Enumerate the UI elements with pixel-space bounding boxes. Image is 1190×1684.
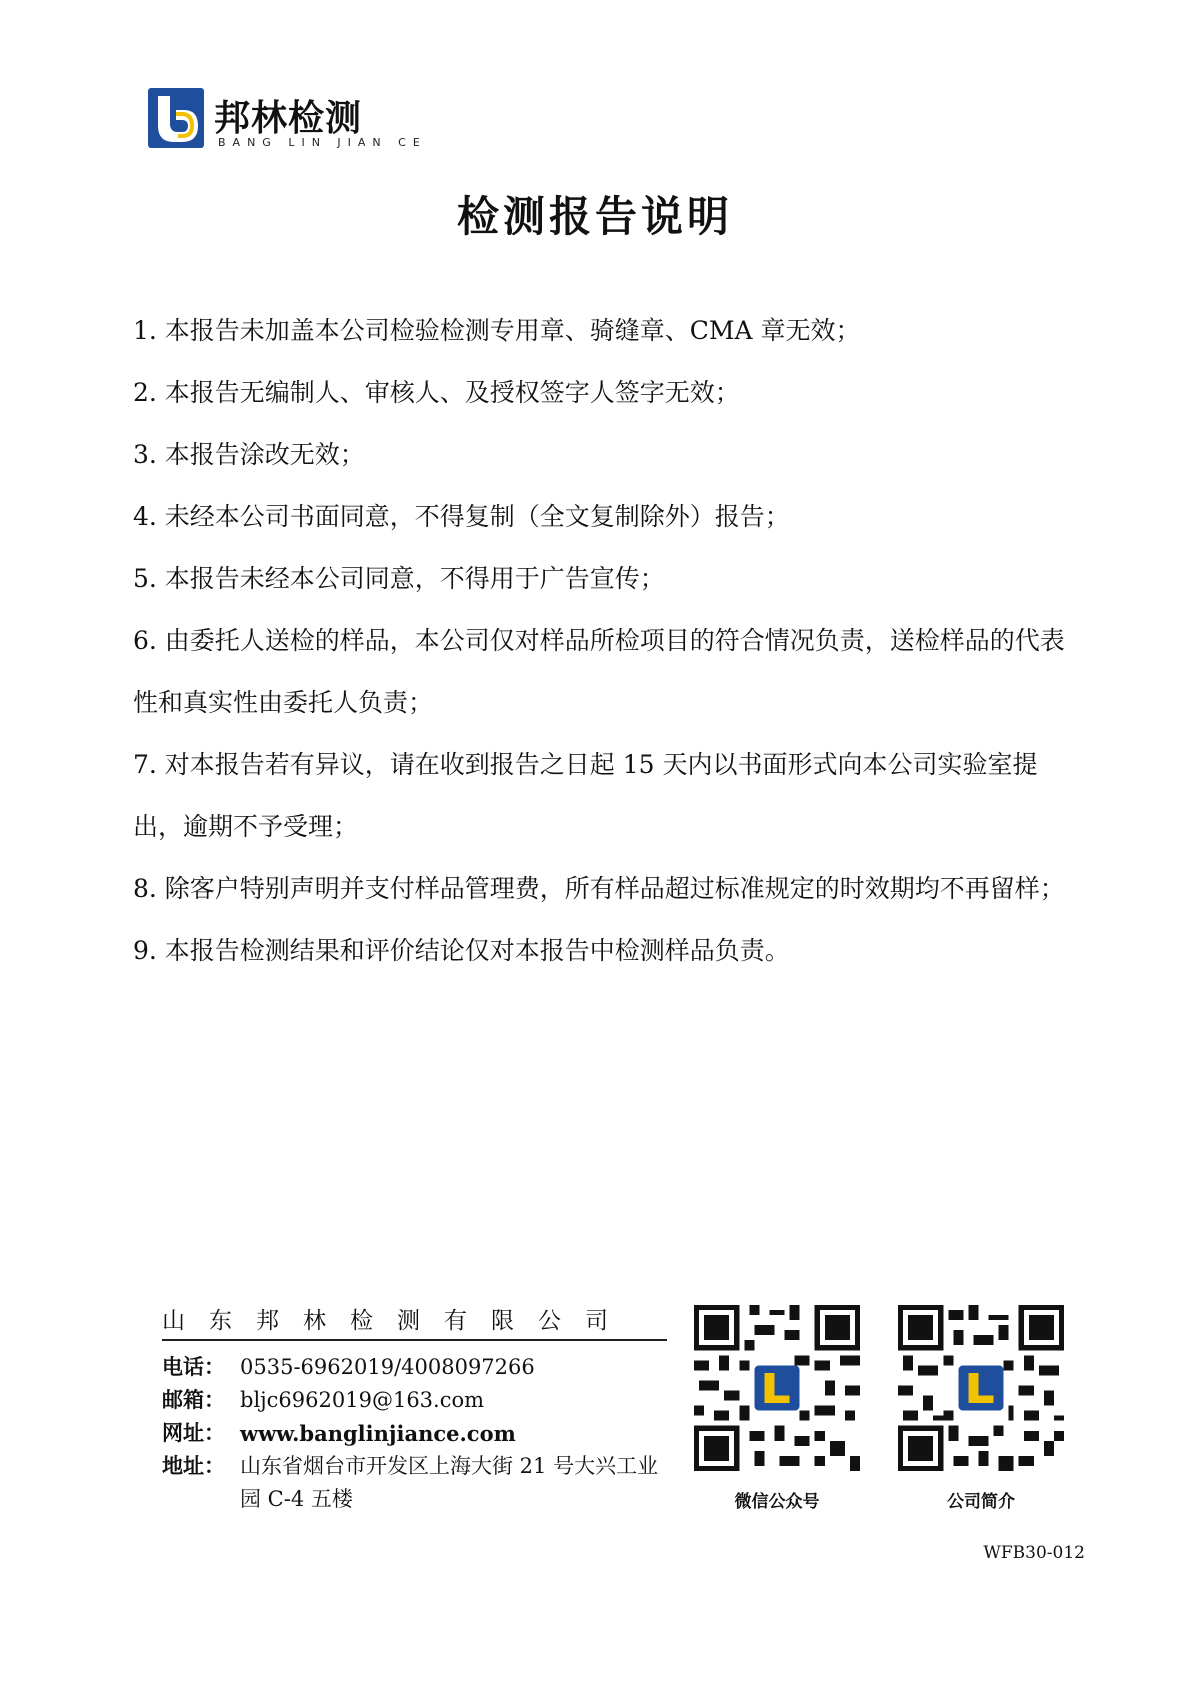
contact-website [162,1417,672,1450]
address-label: 地址： [162,1454,225,1478]
note-item-5: 5. 本报告未经本公司同意，不得用于广告宣传； [133,564,665,593]
contact-email [162,1384,672,1417]
phone-value: 0535-6962019/4008097266 [240,1355,535,1379]
company-logo [148,88,427,154]
contact-address [162,1450,672,1516]
wechat-qr-caption: 微信公众号 [734,1492,820,1512]
note-item-1: 1. 本报告未加盖本公司检验检测专用章、骑缝章、CMA 章无效； [133,316,861,345]
note-item-9: 9. 本报告检测结果和评价结论仅对本报告中检测样品负责。 [133,936,790,965]
wechat-qr-code [694,1305,860,1471]
logo-mark-icon [148,88,204,148]
address-value: 山东省烟台市开发区上海大街 21 号大兴工业园 C-4 五楼 [240,1454,659,1511]
company-intro-qr-caption: 公司简介 [947,1492,1015,1512]
company-intro-qr-code [898,1305,1064,1471]
document-code: WFB30-012 [983,1543,1085,1563]
phone-label: 电话： [162,1355,225,1379]
logo-name-cn: 邦林检测 [214,98,363,139]
email-label: 邮箱： [162,1388,225,1412]
website-value: www.banglinjiance.com [240,1421,516,1446]
note-item-2: 2. 本报告无编制人、审核人、及授权签字人签字无效； [133,378,740,407]
note-item-8: 8. 除客户特别声明并支付样品管理费，所有样品超过标准规定的时效期均不再留样； [133,874,1065,903]
logo-name-en: BANG LIN JIAN CE [218,136,427,149]
page-title: 检测报告说明 [456,192,733,241]
qr-code-icon [694,1305,860,1471]
company-name: 山东邦林检测有限公司 [162,1302,667,1341]
footer-contact [162,1302,672,1516]
website-label: 网址： [162,1421,225,1445]
contact-phone [162,1351,672,1384]
notes-list [133,300,1081,982]
note-item-6: 6. 由委托人送检的样品，本公司仅对样品所检项目的符合情况负责，送检样品的代表性和真实性由委托人负责； [133,626,1065,717]
contact-list [162,1351,672,1516]
qr-code-icon [898,1305,1064,1471]
note-item-3: 3. 本报告涂改无效； [133,440,365,469]
note-item-4: 4. 未经本公司书面同意，不得复制（全文复制除外）报告； [133,502,790,531]
email-value: bljc6962019@163.com [240,1388,485,1412]
note-item-7: 7. 对本报告若有异议，请在收到报告之日起 15 天内以书面形式向本公司实验室提出，逾期不予受理； [133,750,1038,841]
